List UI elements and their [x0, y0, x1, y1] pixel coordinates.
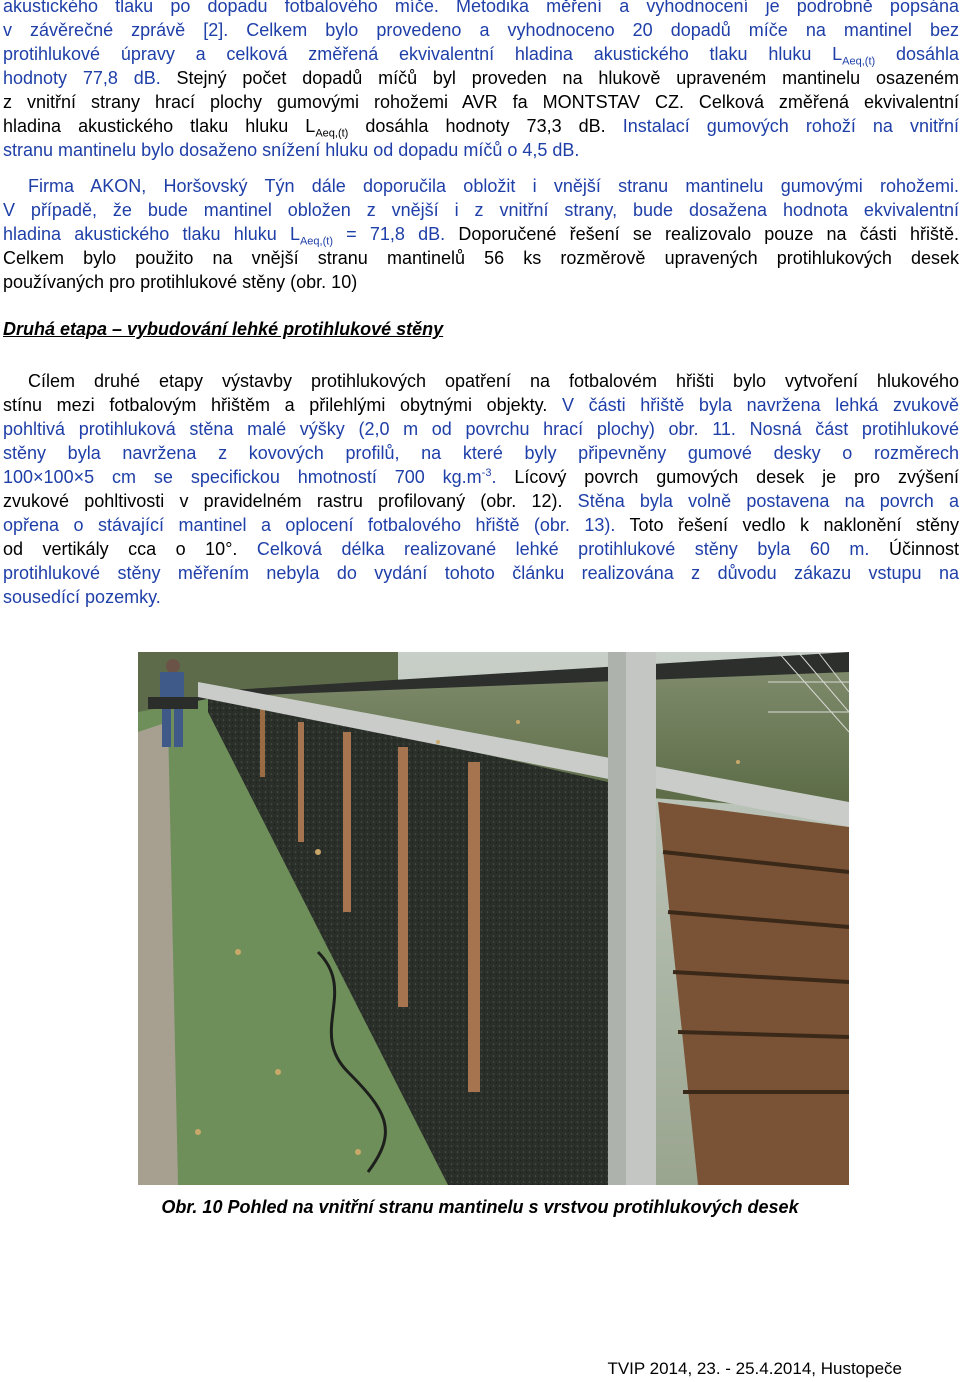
p1-line-3	[3, 42, 959, 66]
p3-line-2-a: stínu mezi fotbalovým hřištěm a přilehlými obytnými objekty.	[3, 395, 548, 415]
post	[468, 762, 480, 1092]
p2-line-3-sub: Aeq,(t)	[299, 235, 333, 248]
p3-line-5-sup: -3	[481, 467, 492, 479]
goal-post	[626, 652, 656, 1185]
p3-line-6-a: zvukové pohltivosti v pravidelném rastru profilovaný (obr. 12).	[3, 491, 563, 511]
p1-line-5: z vnitřní strany hrací plochy gumovými rohožemi AVR fa MONTSTAV CZ. Celková změřená ekvivalentní	[3, 92, 959, 112]
p1-line-4-black: Stejný počet dopadů míčů byl proveden na hlukově upraveném mantinelu osazeném	[160, 68, 959, 88]
p1-line-2: v závěrečné zprávě [2]. Celkem bylo provedeno a vyhodnoceno 20 dopadů míče na mantinel bez	[3, 20, 959, 40]
p3-line-3	[3, 417, 959, 441]
figure-photo	[138, 652, 849, 1185]
p2-line-2: V případě, že bude mantinel obložen z vnější i z vnitřní strany, bude dosažena hodnota ekvivalentní	[3, 200, 959, 220]
p3-line-4: stěny byla navržena z kovových profilů, na které byly připevněny gumové desky o rozměrech	[3, 443, 959, 463]
photo-illustration	[138, 652, 849, 1185]
p1-line-6-sub: Aeq,(t)	[315, 127, 349, 140]
p1-line-3-sub: Aeq,(t)	[842, 55, 876, 68]
p1-line-6	[3, 114, 959, 138]
p1-line-3-text: protihlukové úpravy a celková změřená ekvivalentní hladina akustického tlaku hluku L	[3, 44, 843, 64]
paragraph-1	[3, 0, 959, 162]
p3-line-1: Cílem druhé etapy výstavby protihlukových opatření na fotbalovém hřišti bylo vytvoření hlukového	[28, 371, 959, 391]
p3-line-8-a: od vertikály cca o 10°.	[3, 539, 238, 559]
p3-line-8	[3, 537, 959, 561]
p1-line-6-text: hladina akustického tlaku hluku L	[3, 116, 316, 136]
p3-line-3-a: pohltivá protihluková stěna malé výšky (2,0 m od povrchu hrací plochy) obr. 11.	[3, 419, 736, 439]
page-footer: TVIP 2014, 23. - 25.4.2014, Hustopeče	[607, 1359, 902, 1378]
section-heading: Druhá etapa – vybudování lehké protihlukové stěny	[3, 319, 444, 339]
p3-line-6-b: Stěna byla volně postavena na povrch a	[562, 491, 959, 511]
p2-line-3-b: = 71,8 dB.	[332, 224, 446, 244]
p3-line-5-b: .	[491, 467, 497, 487]
p3-line-7	[3, 513, 959, 537]
p3-line-5-c: Lícový povrch gumových desek je pro zvýšení	[496, 467, 959, 487]
p1-line-1: akustického tlaku po dopadu fotbalového míče. Metodika měření a vyhodnocení je podrobně popsána	[3, 0, 959, 16]
p1-line-3-end: dosáhla	[875, 44, 960, 64]
p2-line-4: Celkem bylo použito na vnější stranu mantinelů 56 ks rozměrově upravených protihlukových desek	[3, 248, 959, 268]
post	[343, 732, 351, 912]
p3-line-2-b: V části hřiště byla navržena lehká zvukově	[547, 395, 959, 415]
p1-line-7: stranu mantinelu bylo dosaženo snížení hluku od dopadu míčů o 4,5 dB.	[3, 140, 580, 160]
p3-line-5-a: 100×100×5 cm se specifickou hmotností 700 kg.m	[3, 467, 482, 487]
p3-line-10: sousedící pozemky.	[3, 587, 161, 607]
p2-line-3-a: hladina akustického tlaku hluku L	[3, 224, 300, 244]
p1-line-6-rest: dosáhla hodnoty 73,3 dB.	[348, 116, 606, 136]
figure-caption: Obr. 10 Pohled na vnitřní stranu mantinelu s vrstvou protihlukových desek	[161, 1197, 799, 1217]
p3-line-2	[3, 393, 959, 417]
post	[260, 707, 265, 777]
p1-line-6-blue: Instalací gumových rohoží na vnitřní	[605, 116, 959, 136]
p3-line-6	[3, 489, 959, 513]
p2-line-1: Firma AKON, Horšovský Týn dále doporučila obložit i vnější stranu mantinelu gumovými rohožemi.	[28, 176, 959, 196]
paragraph-2	[3, 174, 959, 294]
p3-line-3-b: Nosná část protihlukové	[735, 419, 959, 439]
p3-line-7-b: Toto řešení vedlo k naklonění stěny	[615, 515, 959, 535]
p3-line-5	[3, 465, 959, 489]
p2-line-5: používaných pro protihlukové stěny (obr. 10)	[3, 272, 358, 292]
p3-line-9: protihlukové stěny měřením nebyla do vydání tohoto článku realizována z důvodu zákazu vstupu na	[3, 563, 959, 583]
p3-line-7-a: opřena o stávající mantinel a oplocení fotbalového hřiště (obr. 13).	[3, 515, 616, 535]
post	[298, 722, 304, 842]
fence-pole	[608, 652, 626, 1185]
p3-line-8-b: Celková délka realizované lehké protihlukové stěny byla 60 m.	[237, 539, 870, 559]
p3-line-8-c: Účinnost	[869, 539, 959, 559]
p1-line-4	[3, 66, 959, 90]
p2-line-3	[3, 222, 959, 246]
post	[398, 747, 408, 1007]
p2-line-3-c: Doporučené řešení se realizovalo pouze na části hřiště.	[445, 224, 959, 244]
p1-line-4-blue: hodnoty 77,8 dB.	[3, 68, 161, 88]
paragraph-3	[3, 369, 959, 609]
